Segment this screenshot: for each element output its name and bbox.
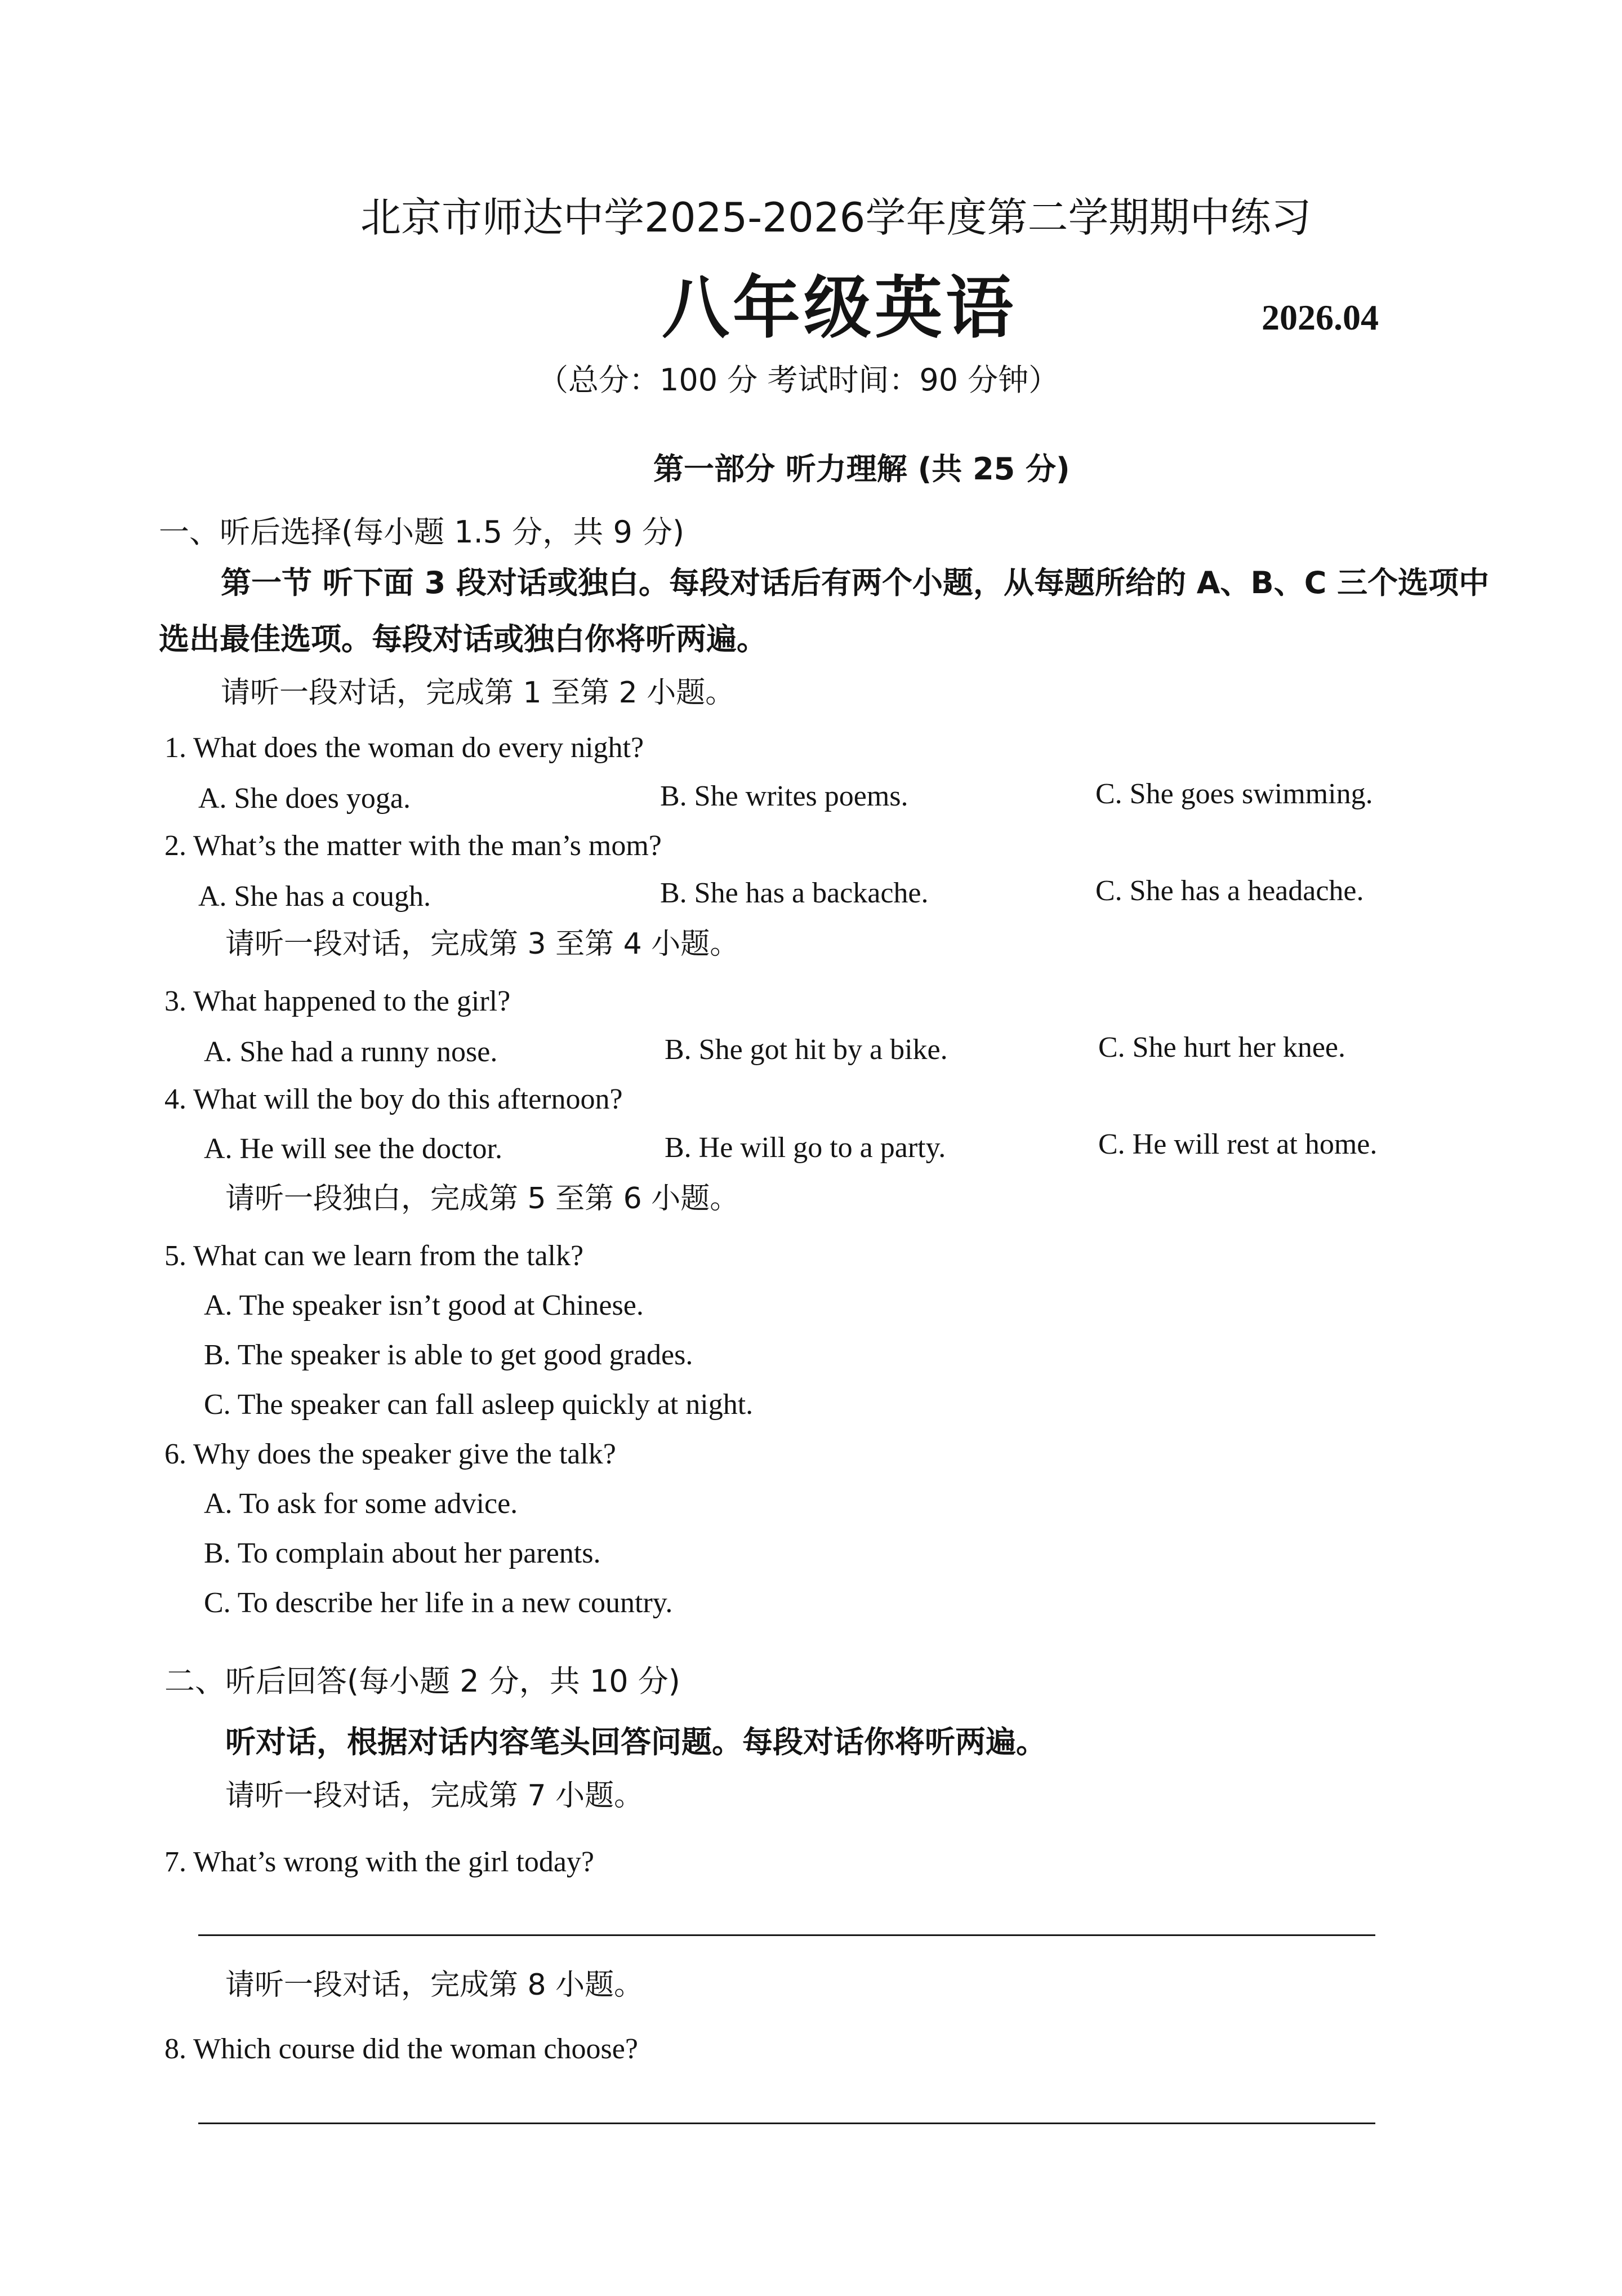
listening-note: 请听一段对话，完成第 7 小题。	[225, 1779, 644, 1813]
section-one-instruction-cont: 选出最佳选项。每段对话或独白你将听两遍。	[159, 621, 767, 657]
option-c: C. She hurt her knee.	[1098, 1031, 1346, 1064]
question-stem: 3. What happened to the girl?	[164, 985, 511, 1017]
section-one-heading: 一、听后选择(每小题 1.5 分，共 9 分)	[159, 514, 685, 550]
option-b: B. He will go to a party.	[665, 1132, 946, 1164]
option-a: A. She does yoga.	[198, 782, 411, 815]
answer-line[interactable]	[198, 2123, 1375, 2124]
question-stem: 8. Which course did the woman choose?	[164, 2033, 638, 2065]
listening-note: 请听一段独白，完成第 5 至第 6 小题。	[225, 1182, 739, 1216]
score-time-info: （总分：100 分 考试时间：90 分钟）	[538, 362, 1059, 398]
section-one-instruction: 第一节 听下面 3 段对话或独白。每段对话后有两个小题，从每题所给的 A、B、C 三个选项中	[221, 565, 1490, 600]
option-b: B. She writes poems.	[660, 780, 908, 812]
listening-note: 请听一段对话，完成第 3 至第 4 小题。	[225, 927, 739, 961]
listening-note: 请听一段对话，完成第 8 小题。	[225, 1968, 644, 2002]
question-stem: 1. What does the woman do every night?	[164, 732, 644, 764]
school-title: 北京市师达中学2025-2026学年度第二学期期中练习	[360, 194, 1312, 241]
option-a: A. She had a runny nose.	[204, 1036, 498, 1068]
part-one-title: 第一部分 听力理解 (共 25 分)	[653, 451, 1070, 487]
subject-title: 八年级英语	[662, 269, 1017, 348]
option-b: B. She has a backache.	[660, 877, 929, 909]
answer-line[interactable]	[198, 1934, 1375, 1936]
option-c: C. To describe her life in a new country.	[204, 1587, 673, 1619]
question-stem: 5. What can we learn from the talk?	[164, 1240, 584, 1272]
option-a: A. The speaker isn’t good at Chinese.	[204, 1289, 644, 1321]
option-b: B. To complain about her parents.	[204, 1537, 601, 1569]
question-stem: 7. What’s wrong with the girl today?	[164, 1846, 595, 1878]
question-stem: 2. What’s the matter with the man’s mom?	[164, 830, 662, 862]
option-b: B. She got hit by a bike.	[665, 1034, 948, 1066]
question-stem: 6. Why does the speaker give the talk?	[164, 1438, 616, 1470]
option-c: C. She goes swimming.	[1095, 778, 1373, 810]
option-a: A. He will see the doctor.	[204, 1133, 502, 1165]
exam-date: 2026.04	[1262, 297, 1379, 337]
option-b: B. The speaker is able to get good grades.	[204, 1339, 693, 1371]
option-c: C. The speaker can fall asleep quickly at night.	[204, 1389, 754, 1421]
section-two-heading: 二、听后回答(每小题 2 分，共 10 分)	[164, 1663, 680, 1699]
section-two-instruction: 听对话，根据对话内容笔头回答问题。每段对话你将听两遍。	[225, 1724, 1046, 1760]
question-stem: 4. What will the boy do this afternoon?	[164, 1083, 623, 1115]
option-a: A. She has a cough.	[198, 880, 431, 913]
listening-note: 请听一段对话，完成第 1 至第 2 小题。	[221, 676, 735, 710]
option-a: A. To ask for some advice.	[204, 1488, 518, 1520]
option-c: C. She has a headache.	[1095, 875, 1364, 907]
option-c: C. He will rest at home.	[1098, 1128, 1378, 1160]
